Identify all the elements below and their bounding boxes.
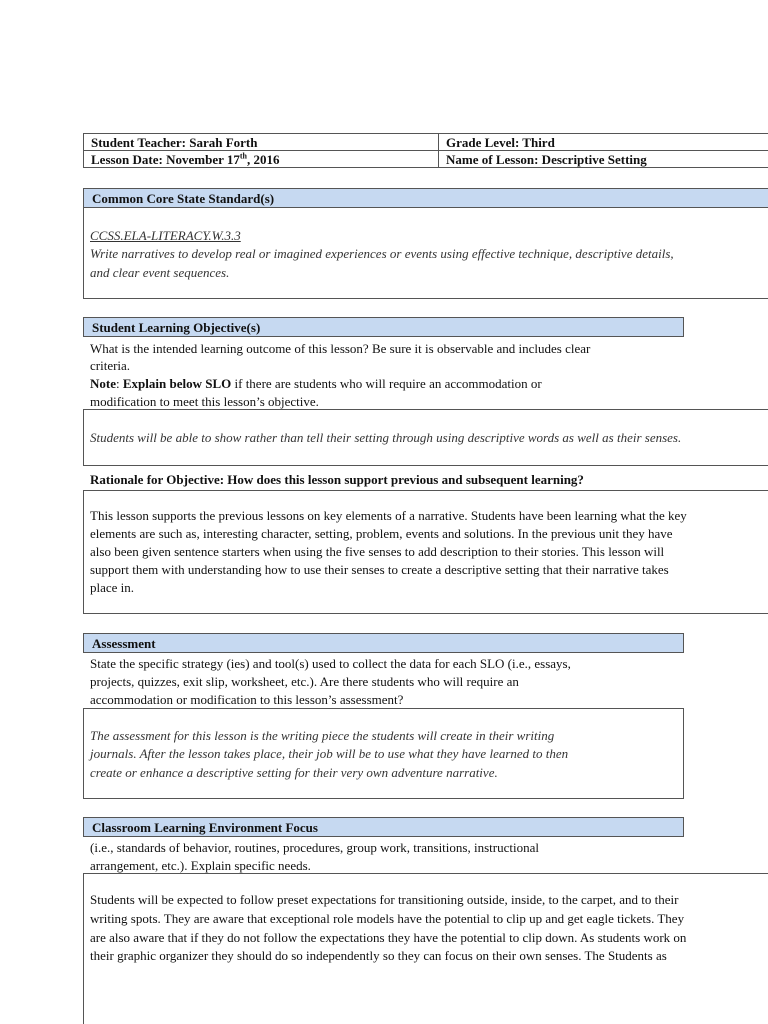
assessment-prompt-line-2: projects, quizzes, exit slip, worksheet, etc.). Are there students who will require an [90,674,519,689]
lesson-date-text: Lesson Date: November 17th, 2016 [91,151,280,167]
slo-heading: Student Learning Objective(s) [83,317,684,337]
grade-level-text: Grade Level: Third [446,135,555,150]
environment-answer-line-4: their graphic organizer they should do so independently so they can focus on their own senses. The Students as [90,948,667,963]
slo-answer-text: Students will be able to show rather than tell their setting through using descriptive words as well as their senses. [90,430,682,445]
ccss-standard-line-2: and clear event sequences. [90,265,230,280]
slo-note-line-2: modification to meet this lesson’s objective. [90,394,319,409]
environment-answer-line-2: writing spots. They are aware that exceptional role models have the potential to clip up and get eagle tickets. They [90,911,685,926]
grade-level-cell [438,133,768,151]
ccss-standard-code: CCSS.ELA-LITERACY.W.3.3 [90,228,241,243]
rationale-line-3: also been given sentence starters when using the five senses to add description to their stories. This lesson will [90,544,665,559]
environment-prompt-line-2: arrangement, etc.). Explain specific needs. [90,858,311,873]
assessment-answer-line-1: The assessment for this lesson is the writing piece the students will create in their writing [90,728,555,743]
assessment-answer-line-2: journals. After the lesson takes place, their job will be to use what they have learned to then [90,746,569,761]
rationale-line-5: place in. [90,580,135,595]
environment-prompt-line-1: (i.e., standards of behavior, routines, procedures, group work, transitions, instructional [90,840,539,855]
assessment-prompt-line-3: accommodation or modification to this lesson’s assessment? [90,692,404,707]
lesson-name-text: Name of Lesson: Descriptive Setting [446,152,647,167]
rationale-heading: Rationale for Objective: How does this lesson support previous and subsequent learning? [90,472,584,487]
slo-note-line-1: Note: Explain below SLO if there are students who will require an accommodation or [90,376,542,391]
rationale-line-4: support them with understanding how to use their senses to create a descriptive setting that their narrative takes [90,562,669,577]
student-teacher-cell [83,133,439,151]
ccss-standard-line-1: Write narratives to develop real or imagined experiences or events using effective technique, descriptive details, [90,246,674,261]
lesson-date-cell [83,150,439,168]
assessment-heading: Assessment [83,633,684,653]
environment-answer-line-1: Students will be expected to follow preset expectations for transitioning outside, inside, to the carpet, and to their [90,892,679,907]
assessment-prompt-line-1: State the specific strategy (ies) and tool(s) used to collect the data for each SLO (i.e., essays, [90,656,571,671]
environment-heading: Classroom Learning Environment Focus [83,817,684,837]
student-teacher-text: Student Teacher: Sarah Forth [91,135,258,150]
slo-prompt-line-2: criteria. [90,358,131,373]
rationale-line-2: elements are such as, interesting character, setting, problem, events and solutions. In the previous unit they have [90,526,673,541]
environment-answer-line-3: are also aware that if they do not follow the expectations they have the potential to clip down. As students work on [90,930,687,945]
ccss-heading: Common Core State Standard(s) [83,188,768,208]
slo-prompt-line-1: What is the intended learning outcome of this lesson? Be sure it is observable and includes clear [90,341,591,356]
rationale-line-1: This lesson supports the previous lessons on key elements of a narrative. Students have been learning what the key [90,508,687,523]
lesson-name-cell [438,150,768,168]
assessment-answer-line-3: create or enhance a descriptive setting for their very own adventure narrative. [90,765,498,780]
